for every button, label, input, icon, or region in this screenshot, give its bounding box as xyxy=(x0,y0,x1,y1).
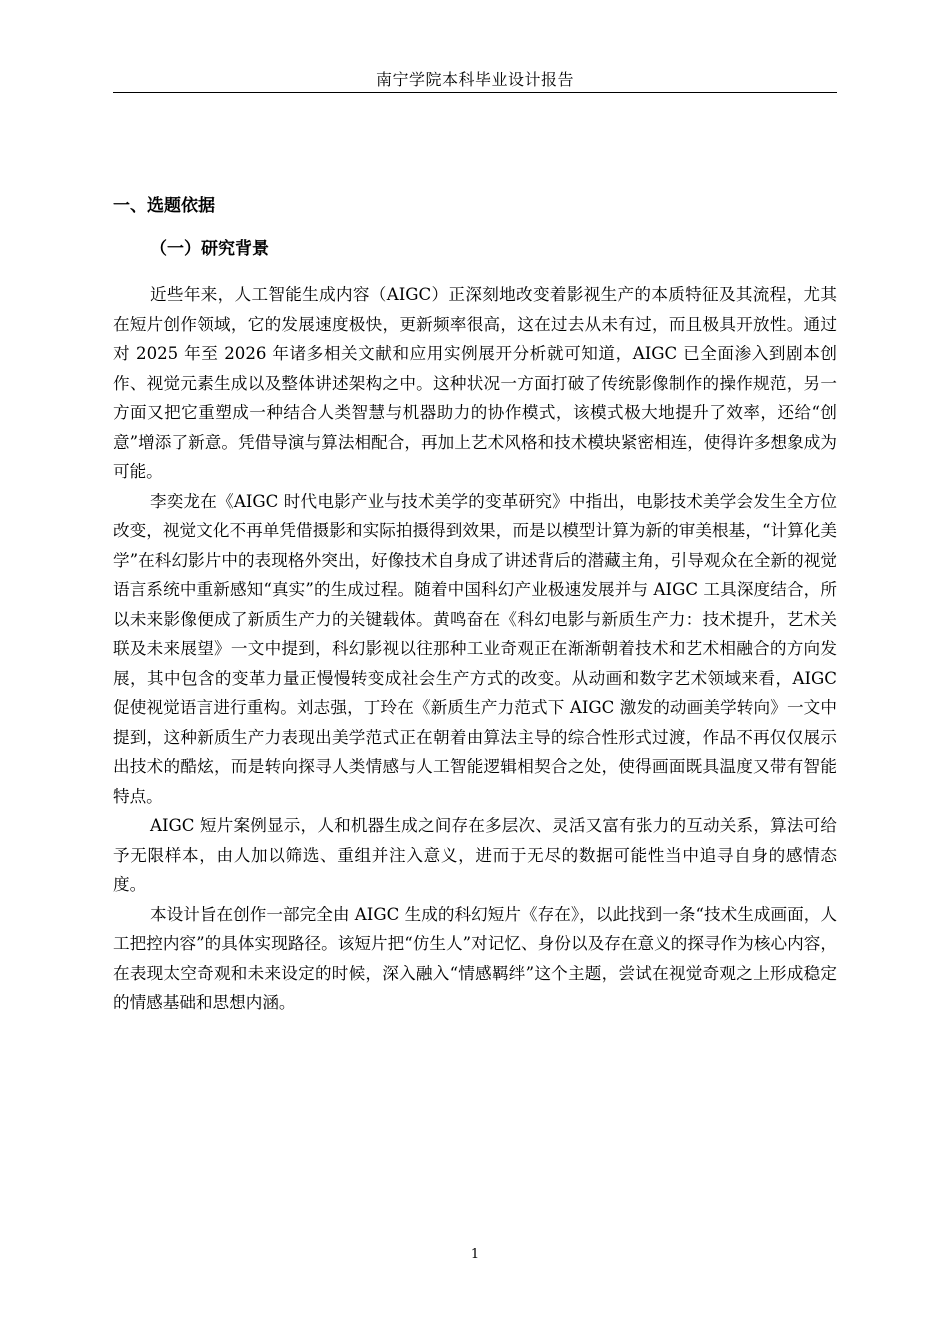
body-text xyxy=(113,280,837,1018)
paragraph-2: 李奕龙在《AIGC 时代电影产业与技术美学的变革研究》中指出，电影技术美学会发生全方位改变，视觉文化不再单凭借摄影和实际拍摄得到效果，而是以模型计算为新的审美根基，“计算化美学”在科幻影片中的表现格外突出，好像技术自身成了讲述背后的潜藏主角，引导观众在全新的视觉语言系统中重新感知“真实”的生成过程。随着中国科幻产业极速发展并与 AIGC 工具深度结合，所以未来影像便成了新质生产力的关键载体。黄鸣奋在《科幻电影与新质生产力：技术提升，艺术关联及未来展望》一文中提到，科幻影视以往那种工业奇观正在渐渐朝着技术和艺术相融合的方向发展，其中包含的变革力量正慢慢转变成社会生产方式的改变。从动画和数字艺术领域来看，AIGC 促使视觉语言进行重构。刘志强，丁玲在《新质生产力范式下 AIGC 激发的动画美学转向》一文中提到，这种新质生产力表现出美学范式正在朝着由算法主导的综合性形式过渡，作品不再仅仅展示出技术的酷炫，而是转向探寻人类情感与人工智能逻辑相契合之处，使得画面既具温度又带有智能特点。 xyxy=(113,491,837,806)
header-divider xyxy=(113,92,837,93)
paragraph-1: 近些年来，人工智能生成内容（AIGC）正深刻地改变着影视生产的本质特征及其流程，尤其在短片创作领域，它的发展速度极快，更新频率很高，这在过去从未有过，而且极具开放性。通过对 2025 年至 2026 年诸多相关文献和应用实例展开分析就可知道，AIGC 已全面渗入到剧本创作、视觉元素生成以及整体讲述架构之中。这种状况一方面打破了传统影像制作的操作规范，另一方面又把它重塑成一种结合人类智慧与机器助力的协作模式，该模式极大地提升了效率，还给“创意”增添了新意。凭借导演与算法相配合，再加上艺术风格和技术模块紧密相连，使得许多想象成为可能。 xyxy=(113,285,837,481)
page-header-title: 南宁学院本科毕业设计报告 xyxy=(375,70,574,89)
paragraph-3: AIGC 短片案例显示，人和机器生成之间存在多层次、灵活又富有张力的互动关系，算法可给予无限样本，由人加以筛选、重组并注入意义，进而于无尽的数据可能性当中追寻自身的感情态度。 xyxy=(113,816,837,894)
paragraph-4: 本设计旨在创作一部完全由 AIGC 生成的科幻短片《存在》，以此找到一条“技术生成画面，人工把控内容”的具体实现路径。该短片把“仿生人”对记忆、身份以及存在意义的探寻作为核心内容，在表现太空奇观和未来设定的时候，深入融入“情感羁绊”这个主题，尝试在视觉奇观之上形成稳定的情感基础和思想内涵。 xyxy=(113,904,837,1012)
section-heading: 一、选题依据 xyxy=(113,196,215,216)
page-number: 1 xyxy=(470,1247,480,1262)
subsection-heading: （一）研究背景 xyxy=(150,239,269,259)
